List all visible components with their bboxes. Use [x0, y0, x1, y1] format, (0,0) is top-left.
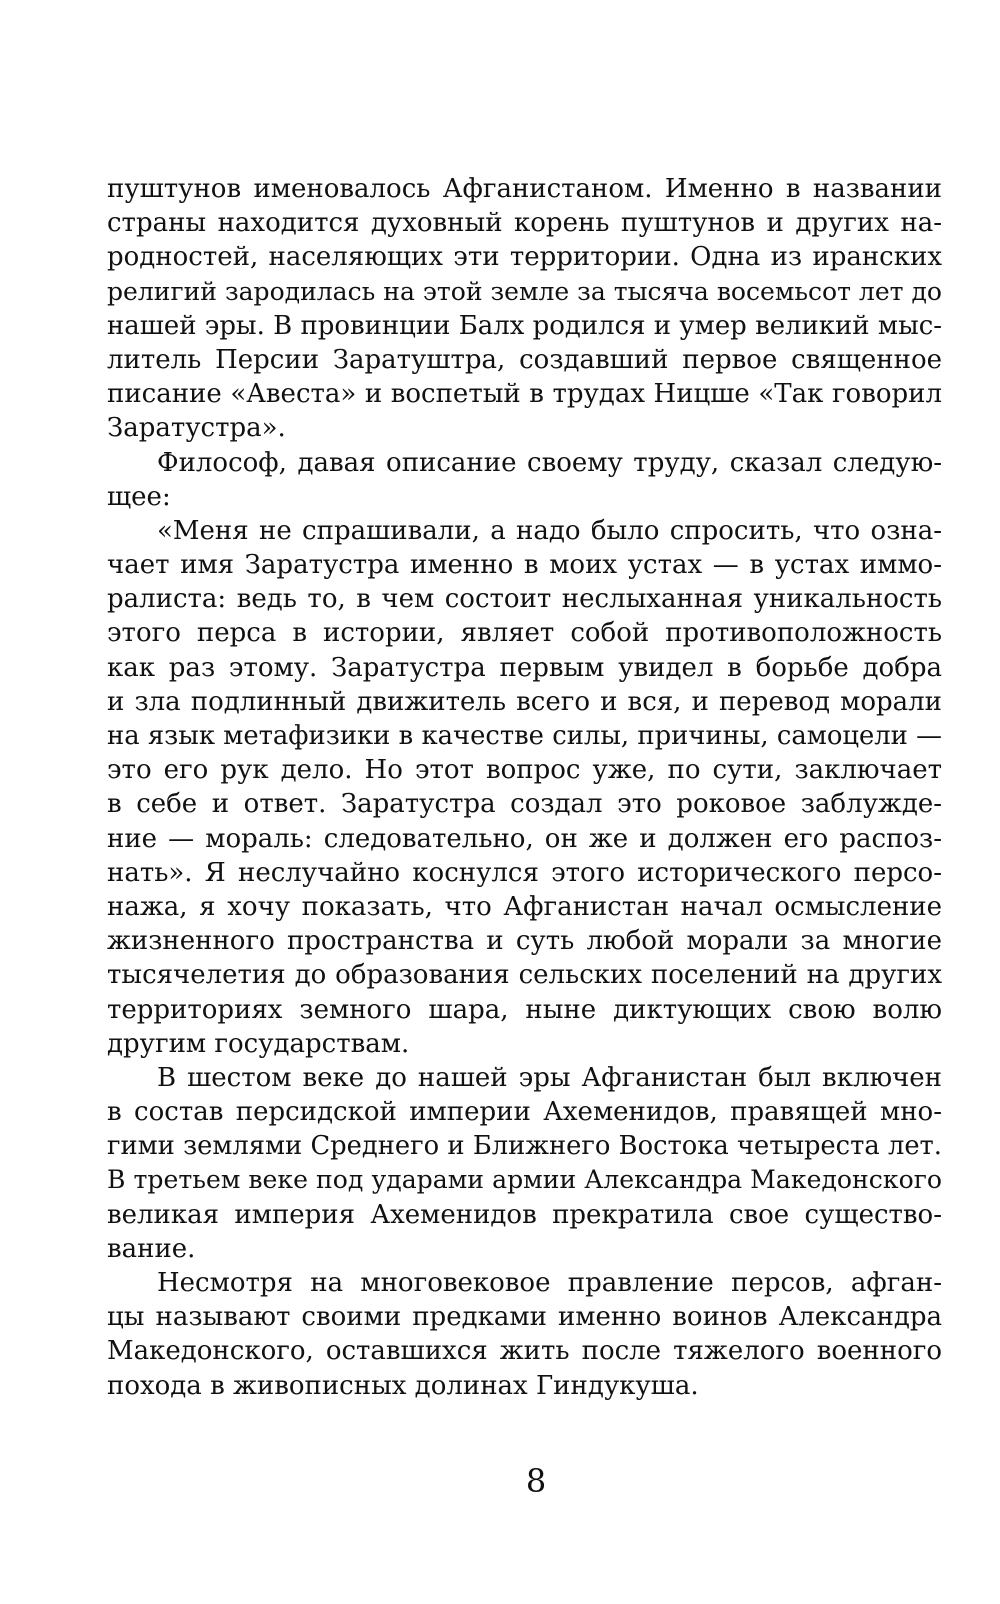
text-line: Македонского, оставшихся жить после тяжелого военного [107, 1336, 942, 1367]
text-line: нать». Я неслучайно коснулся этого исторического персо- [107, 857, 942, 888]
text-line: похода в живописных долинах Гиндукуша. [107, 1370, 699, 1401]
text-line: религий зародилась на этой земле за тысяча восемьсот лет до [107, 276, 942, 306]
text-line: страны находится духовный корень пуштунов и других на- [107, 208, 942, 239]
text-line: пуштунов именовалось Афганистаном. Именно в названии [107, 174, 942, 204]
text-line: нашей эры. В провинции Балх родился и умер великий мыс- [107, 310, 942, 341]
text-line: В шестом веке до нашей эры Афганистан был включен [157, 1062, 942, 1093]
text-line: тысячелетия до образования сельских поселений на других [107, 960, 942, 991]
text-line: другим государствам. [107, 1028, 410, 1059]
text-line: цы называют своими предками именно воинов Александра [107, 1302, 942, 1333]
text-line: Заратустра». [107, 413, 286, 444]
text-line: как раз этому. Заратустра первым увидел в борьбе добра [107, 652, 942, 683]
text-line: это его рук дело. Но этот вопрос уже, по сути, заключает [107, 755, 942, 786]
text-line: жизненного пространства и суть любой морали за многие [107, 926, 942, 957]
text-line: и зла подлинный движитель всего и вся, и перевод морали [107, 686, 942, 717]
text-line: ние — мораль: следовательно, он же и должен его распоз- [107, 823, 942, 854]
text-line: чает имя Заратустра именно в моих устах — в устах иммо- [107, 550, 942, 581]
text-line: щее: [107, 481, 171, 512]
body-text [107, 172, 942, 1403]
text-line: В третьем веке под ударами армии Александра Македонского [107, 1165, 942, 1195]
page-number: 8 [525, 1462, 547, 1500]
text-line: Несмотря на многовековое правление персов, афган- [157, 1268, 942, 1298]
text-line: в себе и ответ. Заратустра создал это роковое заблужде- [107, 789, 942, 820]
text-line: вание. [107, 1233, 196, 1264]
text-line: Философ, давая описание своему труду, сказал следую- [157, 447, 942, 478]
text-line: «Меня не спрашивали, а надо было спросить, что озна- [157, 515, 942, 546]
text-line: этого перса в истории, являет собой противоположность [107, 618, 942, 649]
text-line: на язык метафизики в качестве силы, причины, самоцели — [107, 721, 942, 751]
text-line: нажа, я хочу показать, что Афганистан начал осмысление [107, 891, 942, 922]
text-line: литель Персии Заратуштра, создавший первое священное [107, 344, 942, 375]
text-line: территориях земного шара, ныне диктующих свою волю [107, 994, 942, 1025]
text-line: родностей, населяющих эти территории. Одна из иранских [107, 242, 942, 273]
text-line: в состав персидской империи Ахеменидов, правящей мно- [107, 1097, 942, 1128]
text-line: ралиста: ведь то, в чем состоит неслыханная уникальность [107, 584, 942, 615]
text-line: гими землями Среднего и Ближнего Востока четыреста лет. [107, 1131, 942, 1162]
text-line: великая империя Ахеменидов прекратила свое существо- [107, 1199, 942, 1230]
text-line: писание «Авеста» и воспетый в трудах Ницше «Так говорил [107, 379, 942, 410]
